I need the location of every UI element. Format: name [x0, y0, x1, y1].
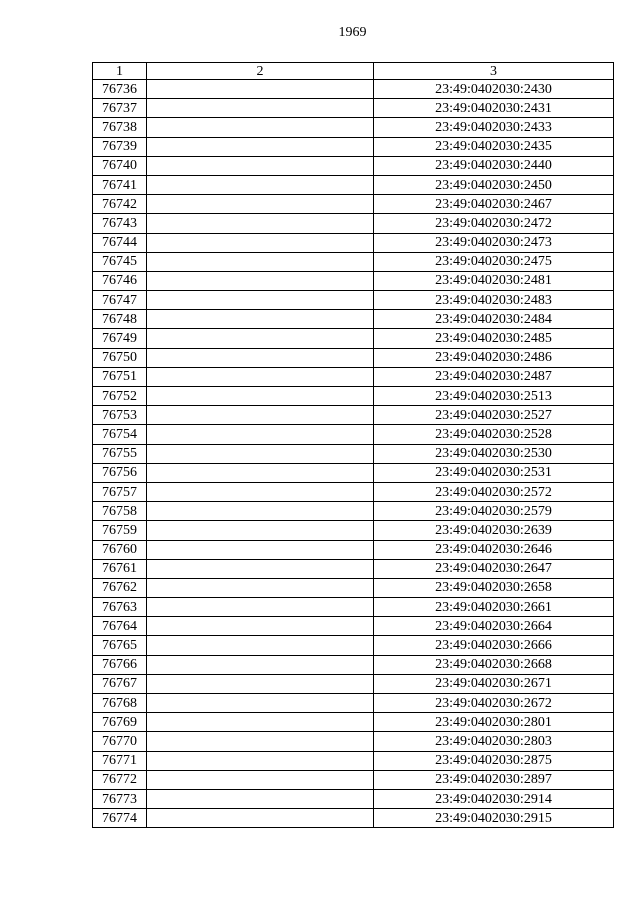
row-number-cell: 76748	[93, 310, 147, 329]
cadastral-number-cell: 23:49:0402030:2671	[374, 674, 614, 693]
row-number-cell: 76740	[93, 156, 147, 175]
row-number-cell: 76770	[93, 732, 147, 751]
table-row	[93, 617, 614, 636]
row-empty-cell	[147, 578, 374, 597]
row-number-cell: 76761	[93, 559, 147, 578]
row-number-cell: 76738	[93, 118, 147, 137]
row-number-cell: 76736	[93, 80, 147, 99]
row-number-cell: 76751	[93, 367, 147, 386]
row-number-cell: 76767	[93, 674, 147, 693]
table-row	[93, 482, 614, 501]
cadastral-number-cell: 23:49:0402030:2572	[374, 482, 614, 501]
cadastral-number-cell: 23:49:0402030:2664	[374, 617, 614, 636]
table-row	[93, 329, 614, 348]
table-row	[93, 655, 614, 674]
row-empty-cell	[147, 80, 374, 99]
row-empty-cell	[147, 348, 374, 367]
table-body	[93, 80, 614, 828]
table-row	[93, 348, 614, 367]
table-row	[93, 636, 614, 655]
row-empty-cell	[147, 636, 374, 655]
row-number-cell: 76763	[93, 598, 147, 617]
row-number-cell: 76745	[93, 252, 147, 271]
cadastral-number-cell: 23:49:0402030:2481	[374, 271, 614, 290]
column-header-3: 3	[374, 63, 614, 80]
page-number: 1969	[338, 25, 367, 40]
row-number-cell: 76753	[93, 406, 147, 425]
row-number-cell: 76772	[93, 770, 147, 789]
table-row	[93, 770, 614, 789]
table-row	[93, 137, 614, 156]
row-number-cell: 76750	[93, 348, 147, 367]
table-row	[93, 214, 614, 233]
row-empty-cell	[147, 156, 374, 175]
row-empty-cell	[147, 751, 374, 770]
row-empty-cell	[147, 425, 374, 444]
row-empty-cell	[147, 195, 374, 214]
column-header-1: 1	[93, 63, 147, 80]
row-number-cell: 76774	[93, 809, 147, 828]
table-row	[93, 175, 614, 194]
row-number-cell: 76773	[93, 789, 147, 808]
registry-table	[92, 62, 614, 828]
table-row	[93, 80, 614, 99]
cadastral-number-cell: 23:49:0402030:2483	[374, 291, 614, 310]
row-empty-cell	[147, 617, 374, 636]
table-header	[93, 63, 614, 80]
cadastral-number-cell: 23:49:0402030:2433	[374, 118, 614, 137]
cadastral-number-cell: 23:49:0402030:2473	[374, 233, 614, 252]
table-row	[93, 387, 614, 406]
row-empty-cell	[147, 329, 374, 348]
row-empty-cell	[147, 559, 374, 578]
table-row	[93, 233, 614, 252]
row-empty-cell	[147, 674, 374, 693]
cadastral-number-cell: 23:49:0402030:2803	[374, 732, 614, 751]
row-number-cell: 76741	[93, 175, 147, 194]
row-number-cell: 76747	[93, 291, 147, 310]
cadastral-number-cell: 23:49:0402030:2527	[374, 406, 614, 425]
row-empty-cell	[147, 118, 374, 137]
row-number-cell: 76742	[93, 195, 147, 214]
row-empty-cell	[147, 732, 374, 751]
cadastral-number-cell: 23:49:0402030:2875	[374, 751, 614, 770]
cadastral-number-cell: 23:49:0402030:2579	[374, 502, 614, 521]
row-number-cell: 76749	[93, 329, 147, 348]
table-row	[93, 463, 614, 482]
cadastral-number-cell: 23:49:0402030:2486	[374, 348, 614, 367]
row-empty-cell	[147, 387, 374, 406]
table-row	[93, 195, 614, 214]
row-number-cell: 76757	[93, 482, 147, 501]
row-number-cell: 76765	[93, 636, 147, 655]
row-empty-cell	[147, 789, 374, 808]
row-number-cell: 76760	[93, 540, 147, 559]
table-row	[93, 674, 614, 693]
row-number-cell: 76769	[93, 713, 147, 732]
row-empty-cell	[147, 809, 374, 828]
row-number-cell: 76737	[93, 99, 147, 118]
cadastral-number-cell: 23:49:0402030:2646	[374, 540, 614, 559]
row-empty-cell	[147, 463, 374, 482]
cadastral-number-cell: 23:49:0402030:2528	[374, 425, 614, 444]
cadastral-number-cell: 23:49:0402030:2430	[374, 80, 614, 99]
cadastral-number-cell: 23:49:0402030:2440	[374, 156, 614, 175]
cadastral-number-cell: 23:49:0402030:2435	[374, 137, 614, 156]
column-header-2: 2	[147, 63, 374, 80]
row-number-cell: 76771	[93, 751, 147, 770]
row-number-cell: 76754	[93, 425, 147, 444]
table-row	[93, 521, 614, 540]
table-row	[93, 713, 614, 732]
table-row	[93, 291, 614, 310]
row-empty-cell	[147, 770, 374, 789]
row-empty-cell	[147, 252, 374, 271]
table-row	[93, 578, 614, 597]
row-empty-cell	[147, 502, 374, 521]
row-empty-cell	[147, 137, 374, 156]
cadastral-number-cell: 23:49:0402030:2487	[374, 367, 614, 386]
table-row	[93, 99, 614, 118]
cadastral-number-cell: 23:49:0402030:2513	[374, 387, 614, 406]
row-number-cell: 76746	[93, 271, 147, 290]
row-number-cell: 76758	[93, 502, 147, 521]
cadastral-number-cell: 23:49:0402030:2672	[374, 694, 614, 713]
row-empty-cell	[147, 310, 374, 329]
table-row	[93, 118, 614, 137]
row-empty-cell	[147, 713, 374, 732]
cadastral-number-cell: 23:49:0402030:2666	[374, 636, 614, 655]
row-number-cell: 76766	[93, 655, 147, 674]
cadastral-number-cell: 23:49:0402030:2914	[374, 789, 614, 808]
row-empty-cell	[147, 694, 374, 713]
cadastral-number-cell: 23:49:0402030:2530	[374, 444, 614, 463]
table-row	[93, 540, 614, 559]
table-row	[93, 598, 614, 617]
row-empty-cell	[147, 271, 374, 290]
row-number-cell: 76739	[93, 137, 147, 156]
cadastral-number-cell: 23:49:0402030:2472	[374, 214, 614, 233]
cadastral-number-cell: 23:49:0402030:2897	[374, 770, 614, 789]
table-row	[93, 694, 614, 713]
row-empty-cell	[147, 406, 374, 425]
cadastral-number-cell: 23:49:0402030:2450	[374, 175, 614, 194]
cadastral-number-cell: 23:49:0402030:2639	[374, 521, 614, 540]
row-number-cell: 76768	[93, 694, 147, 713]
row-empty-cell	[147, 291, 374, 310]
row-empty-cell	[147, 233, 374, 252]
row-number-cell: 76762	[93, 578, 147, 597]
cadastral-number-cell: 23:49:0402030:2661	[374, 598, 614, 617]
row-empty-cell	[147, 598, 374, 617]
table-row	[93, 156, 614, 175]
row-number-cell: 76743	[93, 214, 147, 233]
cadastral-number-cell: 23:49:0402030:2431	[374, 99, 614, 118]
table-row	[93, 502, 614, 521]
cadastral-number-cell: 23:49:0402030:2801	[374, 713, 614, 732]
table-row	[93, 789, 614, 808]
table-row	[93, 271, 614, 290]
table-row	[93, 751, 614, 770]
row-number-cell: 76764	[93, 617, 147, 636]
table-row	[93, 444, 614, 463]
cadastral-number-cell: 23:49:0402030:2485	[374, 329, 614, 348]
row-number-cell: 76755	[93, 444, 147, 463]
header-row	[93, 63, 614, 80]
row-empty-cell	[147, 444, 374, 463]
cadastral-number-cell: 23:49:0402030:2658	[374, 578, 614, 597]
table-row	[93, 367, 614, 386]
cadastral-number-cell: 23:49:0402030:2484	[374, 310, 614, 329]
row-number-cell: 76752	[93, 387, 147, 406]
row-empty-cell	[147, 214, 374, 233]
row-empty-cell	[147, 99, 374, 118]
row-empty-cell	[147, 540, 374, 559]
table-row	[93, 310, 614, 329]
table-row	[93, 406, 614, 425]
cadastral-number-cell: 23:49:0402030:2531	[374, 463, 614, 482]
table-row	[93, 252, 614, 271]
row-empty-cell	[147, 175, 374, 194]
row-empty-cell	[147, 521, 374, 540]
row-empty-cell	[147, 655, 374, 674]
cadastral-number-cell: 23:49:0402030:2467	[374, 195, 614, 214]
cadastral-number-cell: 23:49:0402030:2915	[374, 809, 614, 828]
table-row	[93, 425, 614, 444]
row-empty-cell	[147, 482, 374, 501]
row-number-cell: 76744	[93, 233, 147, 252]
table-row	[93, 732, 614, 751]
row-number-cell: 76756	[93, 463, 147, 482]
row-number-cell: 76759	[93, 521, 147, 540]
cadastral-number-cell: 23:49:0402030:2475	[374, 252, 614, 271]
cadastral-number-cell: 23:49:0402030:2668	[374, 655, 614, 674]
table-row	[93, 559, 614, 578]
table-row	[93, 809, 614, 828]
row-empty-cell	[147, 367, 374, 386]
cadastral-number-cell: 23:49:0402030:2647	[374, 559, 614, 578]
